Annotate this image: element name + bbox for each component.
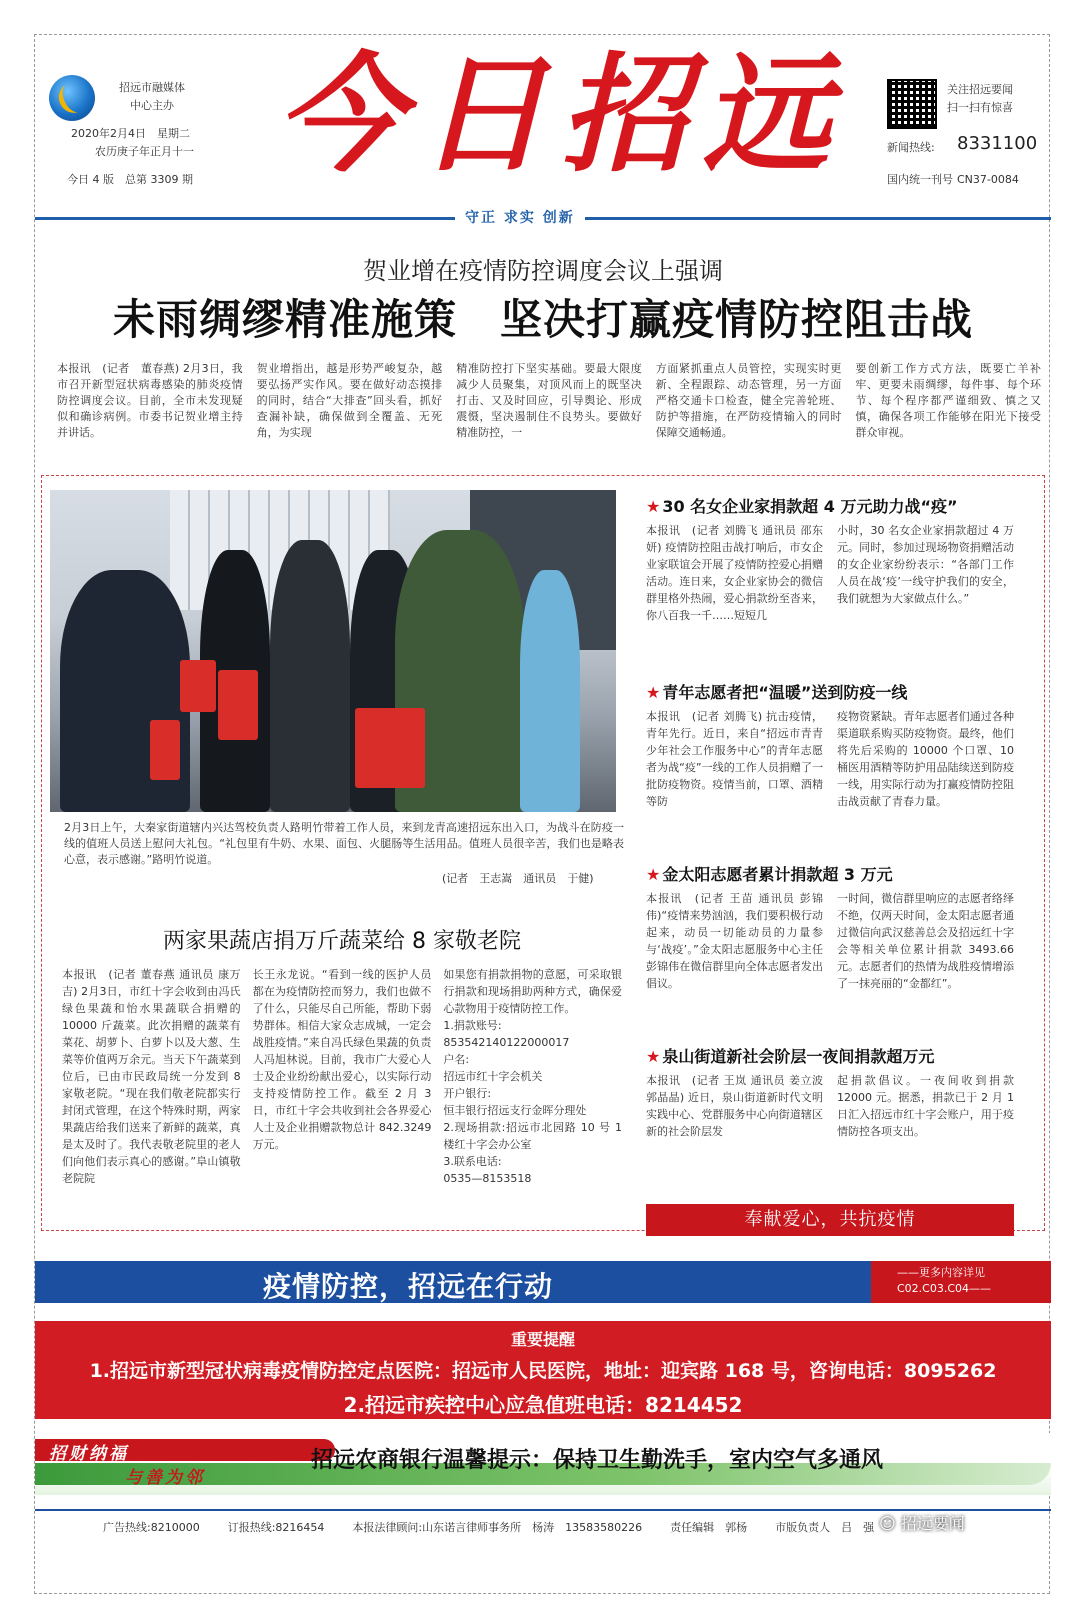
article-title-text: 泉山街道新社会阶层一夜间捐款超万元 [662,1047,935,1066]
donation-intro: 如果您有捐款捐物的意愿，可采取银行捐款和现场捐助两种方式，确保爱心款物用于疫情防控工作。 [443,968,623,1015]
article-body-youth-volunteers [646,708,1014,846]
donation-info-list [443,1017,622,1187]
article-title-text: 30 名女企业家捐款超 4 万元助力战“疫” [662,497,958,516]
fruit-article-body [62,966,622,1226]
calligraphy-motto-1: 招财纳福 [49,1444,129,1464]
footer-subscribe-hotline: 订报热线:8216454 [227,1521,325,1534]
fruit-article-title: 两家果蔬店捐万斤蔬菜给 8 家敬老院 [163,929,521,954]
cn-label: 国内统一刊号 [887,173,953,186]
cn-code: CN37-0084 [957,173,1019,186]
gift-bag-icon [150,720,180,780]
lead-headline: 未雨绸缪精准施策 坚决打赢疫情防控阻击战 [112,295,973,344]
banner-title: 疫情防控，招远在行动 [263,1270,554,1303]
photo-caption: 2月3日上午，大秦家街道辖内兴达驾校负责人路明竹带着工作人员，来到龙青高速招远东出入口，为战斗在防疫一线的值班人员送上慰问大礼包。“礼包里有牛奶、水果、面包、火腿肠等生活用品。值班人员很辛苦，我们也是略表心意，表示感谢。”路明竹说道。 [64,821,624,866]
article-column: 一时间，微信群里响应的志愿者络绎不绝，仅两天时间，金太阳志愿者通过微信向武汉慈善总会及招远红十字会等相关单位累计捐款 3493.66 元。志愿者们的热情为战胜疫情增添了一抹亮丽的“金都红”。 [837,892,1014,990]
article-column: 疫物资紧缺。青年志愿者们通过各种渠道联系购买防疫物资。最终，他们将先后采购的 10000 个口罩、10 桶医用酒精等防护用品陆续送到防疫一线，用实际行动为打赢疫情防控阻击战贡献了青春力量。 [837,710,1014,808]
organizer [107,79,197,115]
bank-ad [35,1433,1051,1495]
footer-page-lead: 市版负责人 吕 强 [775,1521,875,1534]
important-notice [35,1321,1051,1419]
edition-info: 今日 4 版 总第 3309 期 [67,173,193,186]
donation-line: 2.现场捐款:招远市北园路 10 号 1 楼红十字会办公室 [443,1121,623,1151]
donation-news-frame [41,475,1045,1231]
article-title-text: 金太阳志愿者累计捐款超 3 万元 [662,865,893,884]
newspaper-title: 今日招远 [275,40,844,190]
article-title-text: 青年志愿者把“温暖”送到防疫一线 [662,683,908,702]
footer-ad-hotline: 广告热线:8210000 [103,1521,200,1534]
donation-line: 恒丰银行招远支行金晖分理处 [443,1104,587,1117]
lead-column: 本报讯 (记者 董春燕) 2月3日，我市召开新型冠状病毒感染的肺炎疫情防控调度会议。目前，全市未发现疑似和确诊病例。市委书记贺业增主持并讲话。 [57,362,243,439]
hotline-label: 新闻热线: [887,141,935,154]
star-icon: ★ [646,1047,661,1066]
love-banner: 奉献爱心，共抗疫情 [646,1204,1014,1236]
star-icon: ★ [646,683,661,702]
article-title-women-entrepreneurs[interactable] [646,494,958,517]
star-icon: ★ [646,497,661,516]
more-line1: ——更多内容详见 [897,1266,985,1279]
more-line2: C02.C03.C04—— [897,1282,992,1295]
article-body-women-entrepreneurs [646,522,1014,660]
article-title-youth-volunteers[interactable] [646,680,907,703]
hotline-number: 8331100 [957,133,1038,154]
star-icon: ★ [646,865,661,884]
footer-legal-advisor: 本报法律顾问:山东诺言律师事务所 杨涛 13583580226 [352,1521,643,1534]
qr-caption-line1: 关注招远要闻 [947,83,1013,96]
lead-subtitle: 贺业增在疫情防控调度会议上强调 [363,257,723,285]
organizer-line1: 招远市融媒体 [119,81,185,94]
notice-heading: 重要提醒 [510,1330,575,1349]
footer-editor: 责任编辑 郭杨 [670,1521,748,1534]
donation-line: 开户银行: [443,1087,492,1100]
slogan: 守正 求实 创新 [455,207,585,227]
gift-bag-icon [180,660,216,712]
article-title-golden-sun[interactable] [646,862,893,885]
lead-article-body [57,361,1041,457]
publication-code [887,171,1019,187]
donation-line: 0535—8153518 [443,1172,532,1185]
article-column: 本报讯 (记者 王岚 通讯员 姜立波 郭晶晶) 近日，泉山街道新时代文明实践中心、党群服务中心向街道辖区新的社会阶层发 [646,1074,823,1138]
article-column: 本报讯 (记者 刘腾飞) 抗击疫情，青年先行。近日，来自“招远市青青少年社会工作服务中心”的青年志愿者为战“疫”一线的工作人员捐赠了一批防疫物资。疫情当前，口罩、酒精等防 [646,710,823,808]
gift-bag-icon [218,670,258,740]
qr-caption [947,81,1013,117]
fruit-column: 长王永龙说。“看到一线的医护人员都在为疫情防控而努力，我们也做不了什么，只能尽自己所能，帮助下弱势群体。相信大家众志成城，一定会战胜疫情。”来自冯氏绿色果蔬的负责人冯旭林说。目前，我市广大爱心人士及企业纷纷献出爱心，以实际行动支持疫情防控工作。截至 2 月 3 日，市红十字会共收到社会各界爱心人士及企业捐赠款物总计 842.3249 万元。 [252,968,432,1151]
organizer-line2: 中心主办 [130,99,174,112]
fruit-column: 本报讯 (记者 董春燕 通讯员 康万吉) 2月3日，市红十字会收到由冯氏绿色果蔬和怡水果蔬联合捐赠的 10000 斤蔬菜。此次捐赠的蔬菜有菜花、胡萝卜、白萝卜以及大葱、生菜等价值两万余元。当天下午蔬菜到位后，已由市民政局统一分发到 8 家敬老院。“现在我们敬老院都实行封闭式管理，在这个特殊时期，两家果蔬店给我们送来了新鲜的蔬菜，真是太及时了。我代表敬老院里的老人们向他们表示真心的感谢。”阜山镇敬老院院 [62,968,241,1185]
article-column: 本报讯 (记者 刘腾飞 通讯员 邵东妍) 疫情防控阻击战打响后，市女企业家联谊会开展了疫情防控爱心捐赠活动。连日来，女企业家协会的微信群里格外热闹，爱心捐款纷至沓来，你八百我一千……短短几 [646,524,823,622]
qr-caption-line2: 扫一扫有惊喜 [947,101,1013,114]
watermark-text: 招远要闻 [900,1514,965,1533]
lead-column: 贺业增指出，越是形势严峻复杂，越要弘扬严实作风。要在做好动态摸排的同时，结合“大排查”回头看，抓好查漏补缺，确保做到全覆盖、无死角，为实现 [256,362,443,439]
gift-bag-icon [355,708,425,788]
article-column: 本报讯 (记者 王苗 通讯员 彭锦伟)“疫情来势汹汹，我们要积极行动起来，动员一切能动员的力量参与‘战疫’。”金太阳志愿服务中心主任彭锦伟在微信群里向全体志愿者发出倡议。 [646,892,823,990]
donation-line: 3.联系电话: [443,1155,502,1168]
article-column: 起捐款倡议。一夜间收到捐款 12000 元。据悉，捐款已于 2 月 1 日汇入招远市红十字会账户，用于疫情防控各项支出。 [837,1074,1014,1138]
issue-date: 2020年2月4日 星期二 [71,127,190,140]
article-title-quanshan[interactable] [646,1044,934,1067]
lead-column: 要创新工作方式方法，既要亡羊补牢、更要未雨绸缪，每件事、每个环节、每个程序都严谨细致、慎之又慎，确保各项工作能够在阳光下接受群众审视。 [855,362,1041,439]
donation-line: 户名: [443,1053,470,1066]
donation-line: 1.捐款账号: [443,1019,502,1032]
wechat-watermark: ☺ 招远要闻 [879,1514,965,1533]
donation-line: 853542140122000017 [443,1036,570,1049]
photo-credit: (记者 王志嵩 通讯员 于健) [442,872,594,885]
calligraphy-motto-2: 与善为邻 [125,1468,205,1488]
newspaper-page [34,34,1050,1594]
donation-line: 招远市红十字会机关 [443,1070,543,1083]
notice-line-hospital: 1.招远市新型冠状病毒疫情防控定点医院：招远市人民医院，地址：迎宾路 168 号，咨询电话：8095262 [89,1360,997,1382]
more-content-link[interactable] [871,1261,1051,1303]
qr-code-icon[interactable] [887,79,937,129]
article-body-quanshan [646,1072,1014,1192]
bank-tip: 招远农商银行温馨提示：保持卫生勤洗手，室内空气多通风 [311,1448,884,1473]
epidemic-action-banner [35,1261,1051,1303]
fruit-column-donation [443,966,622,1226]
photo-figure [520,570,580,812]
article-column: 小时，30 名女企业家捐款超过 4 万元。同时，参加过现场物资捐赠活动的女企业家纷纷表示：“各部门工作人员在战‘疫’一线守护我们的安全，我们就想为大家做点什么。” [837,524,1014,605]
article-body-golden-sun [646,890,1014,1026]
lead-column: 精准防控打下坚实基础。要最大限度减少人员聚集，对顶风而上的既坚决打击、又及时回应，引导舆论、形成震慑，坚决遏制住不良势头。要做好精准防控，一 [456,362,642,439]
lunar-date: 农历庚子年正月十一 [95,145,194,158]
photo-figure [270,540,350,812]
news-photo[interactable] [50,490,616,812]
notice-line-cdc: 2.招远市疾控中心应急值班电话：8214452 [343,1393,743,1417]
lead-column: 方面紧抓重点人员管控，实现实时更新、全程跟踪、动态管理，另一方面严格交通卡口检查，健全完善轮班、防护等措施，在严防疫情输入的同时保障交通畅通。 [655,362,842,439]
